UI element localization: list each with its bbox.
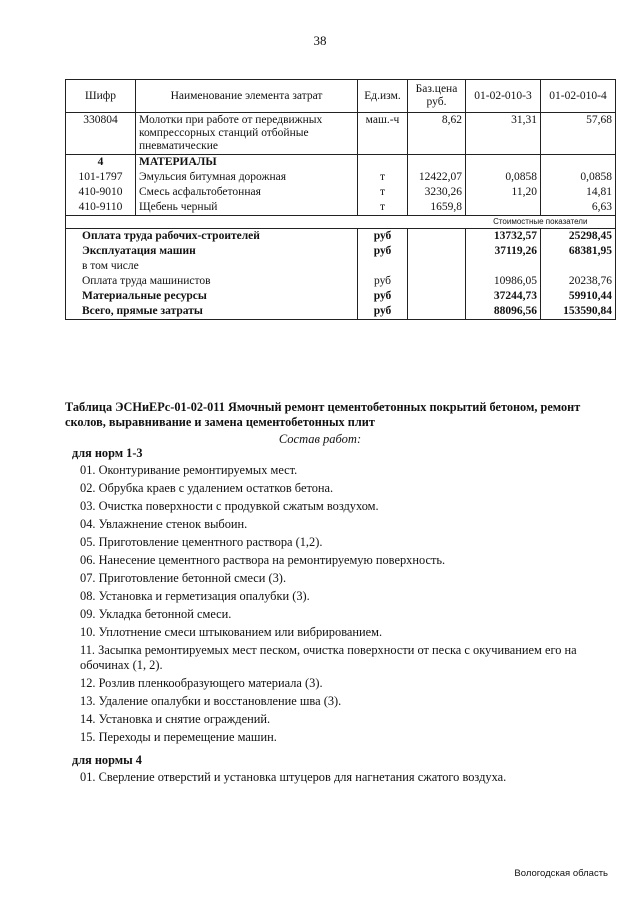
indicators-caption-row: [66, 216, 616, 229]
row-norm-3: 11,20: [466, 185, 541, 200]
table-header-row: [66, 80, 616, 113]
row-unit: маш.-ч: [358, 113, 408, 155]
table-row: [66, 113, 616, 155]
summary-label: в том числе: [66, 259, 358, 274]
summary-label: Оплата труда машинистов: [66, 274, 358, 289]
row-code: 101-1797: [66, 170, 136, 185]
group-heading-norms-1-3: для норм 1-3: [72, 446, 143, 460]
summary-norm-3: 13732,57: [466, 229, 541, 245]
summary-row: [66, 304, 616, 320]
table-row: [66, 170, 616, 185]
table-row: [66, 200, 616, 216]
row-unit: т: [358, 170, 408, 185]
row-code: 330804: [66, 113, 136, 155]
summary-unit: руб: [358, 229, 408, 245]
row-norm-4: 14,81: [541, 185, 616, 200]
row-norm-4: 57,68: [541, 113, 616, 155]
row-name: Молотки при работе от передвижных компрессорных станций отбойные пневматические: [136, 113, 358, 155]
row-code: 410-9110: [66, 200, 136, 216]
summary-norm-3: 88096,56: [466, 304, 541, 320]
list-item: 09. Укладка бетонной смеси.: [80, 607, 232, 621]
list-item: 11. Засыпка ремонтируемых мест песком, очистка поверхности от песка с окучиванием его на обочинах (1, 2).: [80, 643, 577, 672]
summary-unit: [358, 259, 408, 274]
summary-label: Оплата труда рабочих-строителей: [66, 229, 358, 245]
summary-norm-4: 68381,95: [541, 244, 616, 259]
summary-unit: руб: [358, 274, 408, 289]
row-norm-4: 0,0858: [541, 170, 616, 185]
indicators-caption: Стоимостные показатели: [466, 216, 616, 229]
list-item: 07. Приготовление бетонной смеси (3).: [80, 571, 287, 585]
composition-title: Состав работ:: [278, 432, 362, 446]
summary-norm-3: [466, 259, 541, 274]
section-heading-row: [66, 155, 616, 171]
list-item: 12. Розлив пленкообразующего материала (3).: [80, 676, 323, 690]
row-name: Щебень черный: [136, 200, 358, 216]
list-item: 10. Уплотнение смеси штыкованием или вибрированием.: [80, 625, 383, 639]
resource-cost-table: [65, 79, 616, 320]
row-norm-3: [466, 200, 541, 216]
list-item: 06. Нанесение цементного раствора на ремонтируемую поверхность.: [80, 553, 446, 567]
header-code: Шифр: [66, 80, 136, 113]
row-price: 8,62: [408, 113, 466, 155]
row-unit: т: [358, 185, 408, 200]
row-norm-3: 31,31: [466, 113, 541, 155]
summary-norm-4: 20238,76: [541, 274, 616, 289]
list-item: 05. Приготовление цементного раствора (1,2).: [80, 535, 323, 549]
header-norm-3: 01-02-010-3: [466, 80, 541, 113]
row-unit: т: [358, 200, 408, 216]
list-item: 02. Обрубка краев с удалением остатков бетона.: [80, 481, 334, 495]
summary-row: [66, 289, 616, 304]
row-name: Эмульсия битумная дорожная: [136, 170, 358, 185]
header-base-price: Баз.цена руб.: [408, 80, 466, 113]
summary-label: Материальные ресурсы: [66, 289, 358, 304]
table-row: [66, 185, 616, 200]
row-name: Смесь асфальтобетонная: [136, 185, 358, 200]
summary-norm-3: 10986,05: [466, 274, 541, 289]
list-item: 01. Сверление отверстий и установка штуцеров для нагнетания сжатого воздуха.: [80, 770, 507, 784]
header-unit: Ед.изм.: [358, 80, 408, 113]
section-code: 4: [66, 155, 136, 171]
summary-norm-4: 25298,45: [541, 229, 616, 245]
summary-unit: руб: [358, 244, 408, 259]
header-norm-4: 01-02-010-4: [541, 80, 616, 113]
summary-norm-3: 37244,73: [466, 289, 541, 304]
list-item: 13. Удаление опалубки и восстановление шва (3).: [80, 694, 342, 708]
row-price: 12422,07: [408, 170, 466, 185]
list-item: 08. Установка и герметизация опалубки (3).: [80, 589, 310, 603]
row-norm-3: 0,0858: [466, 170, 541, 185]
work-list-norm-4: [80, 770, 620, 788]
work-list-norms-1-3: [80, 463, 620, 748]
summary-norm-4: 59910,44: [541, 289, 616, 304]
summary-label: Эксплуатация машин: [66, 244, 358, 259]
row-price: 3230,26: [408, 185, 466, 200]
row-code: 410-9010: [66, 185, 136, 200]
row-norm-4: 6,63: [541, 200, 616, 216]
region-footer: Вологодская область: [514, 868, 608, 879]
table-title: Таблица ЭСНиЕРс-01-02-011 Ямочный ремонт цементобетонных покрытий бетоном, ремонт сколов, выравнивание и замена цементобетонных плит: [65, 400, 581, 429]
list-item: 04. Увлажнение стенок выбоин.: [80, 517, 248, 531]
summary-row: [66, 229, 616, 245]
summary-unit: руб: [358, 289, 408, 304]
summary-unit: руб: [358, 304, 408, 320]
header-name: Наименование элемента затрат: [136, 80, 358, 113]
page-number: 38: [313, 33, 327, 48]
list-item: 03. Очистка поверхности с продувкой сжатым воздухом.: [80, 499, 379, 513]
summary-row: [66, 259, 616, 274]
group-heading-norm-4: для нормы 4: [72, 753, 142, 767]
summary-norm-3: 37119,26: [466, 244, 541, 259]
list-item: 01. Оконтуривание ремонтируемых мест.: [80, 463, 298, 477]
summary-norm-4: [541, 259, 616, 274]
list-item: 15. Переходы и перемещение машин.: [80, 730, 277, 744]
summary-label: Всего, прямые затраты: [66, 304, 358, 320]
summary-norm-4: 153590,84: [541, 304, 616, 320]
row-price: 1659,8: [408, 200, 466, 216]
section-name: МАТЕРИАЛЫ: [136, 155, 358, 171]
list-item: 14. Установка и снятие ограждений.: [80, 712, 271, 726]
summary-row: [66, 274, 616, 289]
summary-row: [66, 244, 616, 259]
